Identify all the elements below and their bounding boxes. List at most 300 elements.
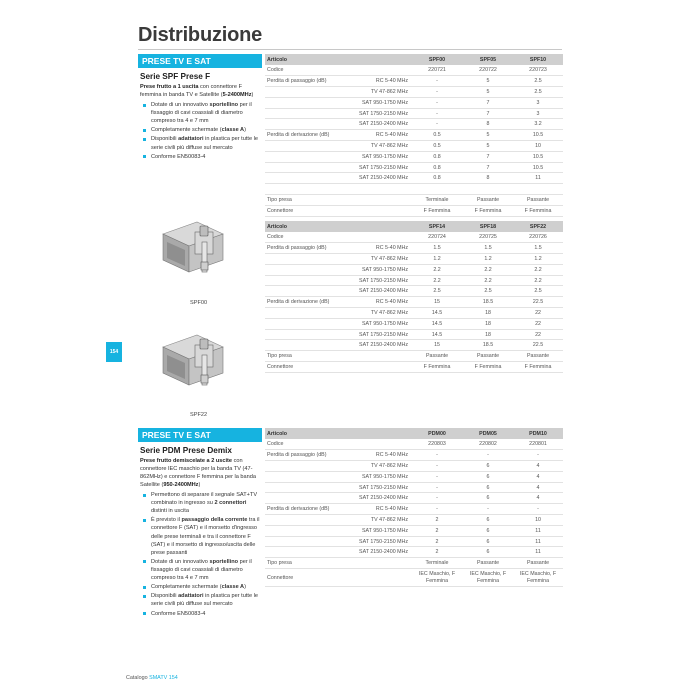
header-cell: Articolo bbox=[265, 54, 411, 65]
table-cell: 22.5 bbox=[513, 340, 563, 351]
table-cell: 22 bbox=[513, 329, 563, 340]
table-cell: 2.2 bbox=[411, 264, 463, 275]
table-header-row bbox=[265, 221, 563, 232]
table-cell: 22 bbox=[513, 308, 563, 319]
feature-text-end: per il fissaggio di cavi coassiali di diametro compreso tra 4 e 7 mm bbox=[151, 558, 252, 582]
table-cell: Passante bbox=[513, 351, 563, 362]
feature-list-spf bbox=[141, 101, 262, 162]
table-cell: 11 bbox=[513, 525, 563, 536]
row-sublabel: SAT 1750-2150 MHz bbox=[355, 275, 411, 286]
table-cell: 220801 bbox=[513, 439, 563, 450]
feature-text-end: in plastica per tutte le serie civili più diffuse sul mercato bbox=[151, 136, 258, 151]
table-cell: - bbox=[411, 76, 463, 87]
table-cell: - bbox=[463, 450, 513, 461]
row-label bbox=[265, 286, 355, 297]
table-cell: 6 bbox=[463, 515, 513, 526]
feature-item bbox=[141, 516, 262, 557]
table-cell: - bbox=[411, 482, 463, 493]
row-label: Perdita di passaggio (dB) bbox=[265, 450, 355, 461]
row-sublabel: SAT 2150-2400 MHz bbox=[355, 547, 411, 558]
intro-text: con connettore IEC maschio per la banda TV (47-862MHz) e connettore F femmina per la banda Satellite ( bbox=[140, 458, 256, 489]
table-row bbox=[265, 340, 563, 351]
table-row bbox=[265, 450, 563, 461]
table-cell: 4 bbox=[513, 482, 563, 493]
row-sublabel: SAT 950-1750 MHz bbox=[355, 264, 411, 275]
header-cell: SPF14 bbox=[411, 221, 463, 232]
table-cell: 10.5 bbox=[513, 162, 563, 173]
table-cell: 2.2 bbox=[411, 275, 463, 286]
table-cell: 3.2 bbox=[513, 119, 563, 130]
row-sublabel: RC 5-40 MHz bbox=[355, 243, 411, 254]
feature-item bbox=[141, 491, 262, 515]
table-cell: 1.5 bbox=[463, 243, 513, 254]
table-cell: F Femmina bbox=[513, 362, 563, 373]
row-label bbox=[265, 151, 355, 162]
row-sublabel: SAT 950-1750 MHz bbox=[355, 151, 411, 162]
header-cell: SPF10 bbox=[513, 54, 563, 65]
table-row bbox=[265, 65, 563, 76]
table-cell: - bbox=[411, 108, 463, 119]
intro-freq: 950-2400MHz bbox=[163, 482, 199, 489]
row-label bbox=[265, 340, 355, 351]
row-label bbox=[265, 119, 355, 130]
table-cell: Terminale bbox=[411, 195, 463, 206]
feature-item bbox=[141, 153, 262, 161]
page-title: Distribuzione bbox=[138, 24, 263, 46]
row-label bbox=[265, 318, 355, 329]
footer-catalog: Catalogo bbox=[126, 675, 148, 681]
table-cell: 220724 bbox=[411, 232, 463, 243]
table-cell: 1.2 bbox=[463, 254, 513, 265]
table-row bbox=[265, 558, 563, 569]
table-cell: Passante bbox=[411, 351, 463, 362]
table-row bbox=[265, 525, 563, 536]
table-row bbox=[265, 504, 563, 515]
feature-text: Dotate di un innovativo bbox=[151, 558, 210, 565]
table-cell: - bbox=[411, 97, 463, 108]
table-cell: - bbox=[411, 471, 463, 482]
table-cell: 18 bbox=[463, 308, 513, 319]
table-cell: 4 bbox=[513, 461, 563, 472]
feature-text: Disponibili bbox=[151, 136, 179, 143]
table-cell: Passante bbox=[463, 351, 513, 362]
header-cell: SPF22 bbox=[513, 221, 563, 232]
table-cell: 220721 bbox=[411, 65, 463, 76]
table-cell: 2 bbox=[411, 525, 463, 536]
row-sublabel bbox=[355, 569, 411, 587]
table-row bbox=[265, 243, 563, 254]
row-sublabel: RC 5-40 MHz bbox=[355, 76, 411, 87]
intro-pdm bbox=[140, 457, 262, 489]
table-cell: 18.5 bbox=[463, 340, 513, 351]
table-cell bbox=[463, 184, 513, 195]
table-cell: 2.2 bbox=[463, 264, 513, 275]
footer bbox=[126, 675, 178, 681]
row-label bbox=[265, 275, 355, 286]
feature-text: Completamente schermate ( bbox=[151, 127, 222, 134]
table-row bbox=[265, 141, 563, 152]
row-sublabel: SAT 950-1750 MHz bbox=[355, 471, 411, 482]
row-sublabel bbox=[355, 205, 411, 216]
intro-bold: Prese frutto a 1 uscita bbox=[140, 84, 199, 90]
table-row bbox=[265, 173, 563, 184]
table-cell: 10 bbox=[513, 515, 563, 526]
table-row bbox=[265, 318, 563, 329]
table-row bbox=[265, 351, 563, 362]
table-cell: 10.5 bbox=[513, 151, 563, 162]
row-sublabel bbox=[355, 195, 411, 206]
table-cell: 7 bbox=[463, 97, 513, 108]
table-cell: 2.5 bbox=[463, 286, 513, 297]
table-cell: 0.8 bbox=[411, 162, 463, 173]
product-label-spf22: SPF22 bbox=[190, 412, 208, 418]
row-sublabel bbox=[355, 558, 411, 569]
table-cell: 4 bbox=[513, 471, 563, 482]
table-cell: 0.8 bbox=[411, 151, 463, 162]
table-row bbox=[265, 297, 563, 308]
product-label-spf00: SPF00 bbox=[190, 300, 208, 306]
table-row bbox=[265, 162, 563, 173]
table-cell: 22.5 bbox=[513, 297, 563, 308]
table-cell: 3 bbox=[513, 97, 563, 108]
product-image-spf00 bbox=[155, 212, 231, 282]
table-cell: 6 bbox=[463, 482, 513, 493]
row-label: Tipo presa bbox=[265, 351, 355, 362]
table-row bbox=[265, 184, 563, 195]
row-sublabel: SAT 2150-2400 MHz bbox=[355, 340, 411, 351]
feature-item bbox=[141, 558, 262, 582]
footer-page: 154 bbox=[168, 675, 178, 681]
feature-bold: adattatori bbox=[178, 136, 204, 143]
table-row bbox=[265, 308, 563, 319]
section-bar-pdm: PRESE TV E SAT bbox=[138, 428, 262, 442]
table-row bbox=[265, 254, 563, 265]
row-label bbox=[265, 329, 355, 340]
table-cell: 6 bbox=[463, 461, 513, 472]
table-cell: 15 bbox=[411, 297, 463, 308]
feature-bold: sportellino bbox=[209, 102, 239, 108]
row-sublabel bbox=[355, 351, 411, 362]
table-cell: 8 bbox=[463, 119, 513, 130]
table-cell: 11 bbox=[513, 173, 563, 184]
row-sublabel: SAT 1750-2150 MHz bbox=[355, 482, 411, 493]
table-cell: 220726 bbox=[513, 232, 563, 243]
table-cell: 2.2 bbox=[513, 264, 563, 275]
feature-item bbox=[141, 101, 262, 125]
page-number-tab: 154 bbox=[106, 342, 122, 362]
row-label: Connettore bbox=[265, 205, 355, 216]
table-header-row bbox=[265, 428, 563, 439]
table-cell: 2.2 bbox=[463, 275, 513, 286]
table-row bbox=[265, 482, 563, 493]
table-row bbox=[265, 362, 563, 373]
table-row bbox=[265, 329, 563, 340]
row-label bbox=[265, 482, 355, 493]
table-row bbox=[265, 569, 563, 587]
feature-bold: passaggio della corrente bbox=[181, 517, 248, 524]
table-cell: - bbox=[411, 450, 463, 461]
feature-item bbox=[141, 126, 262, 134]
row-sublabel: SAT 2150-2400 MHz bbox=[355, 493, 411, 504]
row-sublabel: TV 47-862 MHz bbox=[355, 141, 411, 152]
table-cell: - bbox=[463, 504, 513, 515]
table-cell: IEC Maschio, F Femmina bbox=[463, 569, 513, 587]
row-sublabel: SAT 1750-2150 MHz bbox=[355, 162, 411, 173]
table-cell: 1.5 bbox=[411, 243, 463, 254]
feature-text: Conforme EN50083-4 bbox=[151, 153, 206, 160]
table-cell: 10 bbox=[513, 141, 563, 152]
table-cell: 1.2 bbox=[411, 254, 463, 265]
table-cell: 6 bbox=[463, 525, 513, 536]
series-title-pdm: Serie PDM Prese Demix bbox=[140, 446, 232, 455]
table-row bbox=[265, 439, 563, 450]
row-label: Codice bbox=[265, 439, 355, 450]
table-row bbox=[265, 547, 563, 558]
table-cell: IEC Maschio, F Femmina bbox=[411, 569, 463, 587]
row-label bbox=[265, 471, 355, 482]
row-sublabel bbox=[355, 65, 411, 76]
intro-bold: Prese frutto demiscelate a 2 uscite bbox=[140, 458, 233, 464]
table-cell: 18.5 bbox=[463, 297, 513, 308]
row-label: Connettore bbox=[265, 569, 355, 587]
table-cell: Passante bbox=[463, 195, 513, 206]
header-cell: Articolo bbox=[265, 428, 411, 439]
header-cell: PDM10 bbox=[513, 428, 563, 439]
table-row bbox=[265, 286, 563, 297]
row-label bbox=[265, 493, 355, 504]
table-cell: 6 bbox=[463, 536, 513, 547]
product-image-spf22 bbox=[155, 325, 231, 395]
table-cell: Passante bbox=[513, 195, 563, 206]
row-sublabel: SAT 1750-2150 MHz bbox=[355, 108, 411, 119]
table-cell: 2.2 bbox=[513, 275, 563, 286]
table-cell: 2 bbox=[411, 515, 463, 526]
table-row bbox=[265, 264, 563, 275]
header-cell: Articolo bbox=[265, 221, 411, 232]
feature-text-end: ) bbox=[244, 584, 246, 591]
row-sublabel: TV 47-862 MHz bbox=[355, 87, 411, 98]
feature-text-end: distinti in uscita bbox=[151, 508, 189, 515]
table-cell: - bbox=[411, 493, 463, 504]
feature-list-pdm bbox=[141, 491, 262, 619]
feature-bold: classe A bbox=[221, 584, 245, 591]
table-row bbox=[265, 515, 563, 526]
row-label: Codice bbox=[265, 65, 355, 76]
section-bar-spf: PRESE TV E SAT bbox=[138, 54, 262, 68]
row-sublabel: SAT 1750-2150 MHz bbox=[355, 329, 411, 340]
table-cell: Passante bbox=[513, 558, 563, 569]
table-cell: 0.8 bbox=[411, 173, 463, 184]
table-row bbox=[265, 275, 563, 286]
table-row bbox=[265, 76, 563, 87]
row-label: Perdita di passaggio (dB) bbox=[265, 243, 355, 254]
table-cell: 14.5 bbox=[411, 318, 463, 329]
table-row bbox=[265, 471, 563, 482]
table-cell: 2.5 bbox=[513, 87, 563, 98]
table-cell: F Femmina bbox=[463, 362, 513, 373]
header-cell: SPF00 bbox=[411, 54, 463, 65]
feature-bold: 2 connettori bbox=[214, 500, 247, 507]
table-cell: 220802 bbox=[463, 439, 513, 450]
row-label bbox=[265, 173, 355, 184]
table-cell: 4 bbox=[513, 493, 563, 504]
row-sublabel: TV 47-862 MHz bbox=[355, 254, 411, 265]
header-cell: PDM00 bbox=[411, 428, 463, 439]
title-divider bbox=[138, 49, 562, 50]
row-label bbox=[265, 108, 355, 119]
header-cell: SPF18 bbox=[463, 221, 513, 232]
table-cell: 11 bbox=[513, 536, 563, 547]
row-label bbox=[265, 264, 355, 275]
table-cell: 0.5 bbox=[411, 141, 463, 152]
table-row bbox=[265, 108, 563, 119]
row-label bbox=[265, 515, 355, 526]
table-cell bbox=[513, 184, 563, 195]
feature-text-end: in plastica per tutte le serie civili più diffuse sul mercato bbox=[151, 593, 258, 608]
row-label: Perdita di passaggio (dB) bbox=[265, 76, 355, 87]
table-cell: 18 bbox=[463, 329, 513, 340]
table-cell: 220725 bbox=[463, 232, 513, 243]
table-cell: 220803 bbox=[411, 439, 463, 450]
table-cell: 5 bbox=[463, 130, 513, 141]
table-row bbox=[265, 97, 563, 108]
row-sublabel: SAT 950-1750 MHz bbox=[355, 525, 411, 536]
feature-text: Permettono di separare il segnale SAT+TV combinato in ingresso su bbox=[151, 492, 258, 507]
table-cell: 14.5 bbox=[411, 329, 463, 340]
table-cell bbox=[411, 184, 463, 195]
table-cell: 5 bbox=[463, 141, 513, 152]
table-cell: - bbox=[411, 119, 463, 130]
header-cell: SPF05 bbox=[463, 54, 513, 65]
table-cell: 10.5 bbox=[513, 130, 563, 141]
row-sublabel: SAT 950-1750 MHz bbox=[355, 97, 411, 108]
table-cell: 7 bbox=[463, 162, 513, 173]
table-cell: 2.5 bbox=[513, 76, 563, 87]
table-cell: 7 bbox=[463, 108, 513, 119]
row-label bbox=[265, 141, 355, 152]
table-cell: 220723 bbox=[513, 65, 563, 76]
row-label: Codice bbox=[265, 232, 355, 243]
intro-text: con connettore F femmina in banda TV e Satellite ( bbox=[140, 84, 242, 99]
row-sublabel bbox=[355, 232, 411, 243]
table-header-row bbox=[265, 54, 563, 65]
feature-item bbox=[141, 592, 262, 608]
row-sublabel bbox=[355, 362, 411, 373]
feature-text: È previsto il bbox=[151, 517, 182, 524]
feature-item bbox=[141, 610, 262, 618]
table-cell: 8 bbox=[463, 173, 513, 184]
table-cell: 2.5 bbox=[411, 286, 463, 297]
row-sublabel: TV 47-862 MHz bbox=[355, 461, 411, 472]
table-cell: 220722 bbox=[463, 65, 513, 76]
row-sublabel: SAT 950-1750 MHz bbox=[355, 318, 411, 329]
table-row bbox=[265, 87, 563, 98]
row-sublabel: SAT 2150-2400 MHz bbox=[355, 173, 411, 184]
feature-text-end: ) bbox=[244, 127, 246, 134]
row-label: Perdita di derivazione (dB) bbox=[265, 297, 355, 308]
feature-text: Conforme EN50083-4 bbox=[151, 610, 206, 617]
row-label bbox=[265, 162, 355, 173]
intro-freq: 5-2400MHz bbox=[222, 92, 252, 99]
table-row bbox=[265, 151, 563, 162]
intro-end: ) bbox=[198, 482, 201, 489]
row-label bbox=[265, 547, 355, 558]
spec-table-spf-2 bbox=[265, 221, 563, 373]
feature-bold: classe A bbox=[221, 127, 245, 134]
table-cell: 6 bbox=[463, 493, 513, 504]
table-row bbox=[265, 195, 563, 206]
row-label: Connettore bbox=[265, 362, 355, 373]
feature-text: Dotate di un innovativo bbox=[151, 102, 210, 108]
row-label: Tipo presa bbox=[265, 195, 355, 206]
row-label bbox=[265, 184, 355, 195]
table-row bbox=[265, 461, 563, 472]
feature-item bbox=[141, 583, 262, 591]
table-cell: Passante bbox=[463, 558, 513, 569]
feature-bold: sportellino bbox=[209, 558, 239, 565]
row-label bbox=[265, 461, 355, 472]
row-label bbox=[265, 97, 355, 108]
table-row bbox=[265, 232, 563, 243]
table-cell: 2 bbox=[411, 536, 463, 547]
spec-table-pdm bbox=[265, 428, 563, 587]
row-sublabel: RC 5-40 MHz bbox=[355, 297, 411, 308]
row-sublabel: RC 5-40 MHz bbox=[355, 450, 411, 461]
table-cell: - bbox=[513, 450, 563, 461]
table-cell: - bbox=[411, 504, 463, 515]
table-cell: - bbox=[513, 504, 563, 515]
table-cell: - bbox=[411, 87, 463, 98]
row-sublabel: TV 47-862 MHz bbox=[355, 308, 411, 319]
intro-spf bbox=[140, 83, 262, 99]
table-row bbox=[265, 119, 563, 130]
row-label: Tipo presa bbox=[265, 558, 355, 569]
table-cell: 5 bbox=[463, 76, 513, 87]
table-cell: F Femmina bbox=[463, 205, 513, 216]
table-cell: IEC Maschio, F Femmina bbox=[513, 569, 563, 587]
intro-end: ) bbox=[251, 92, 254, 99]
table-cell: 18 bbox=[463, 318, 513, 329]
row-sublabel: RC 5-40 MHz bbox=[355, 130, 411, 141]
feature-text-end: tra il connettore F (SAT) e il morsetto d'ingresso delle prese terminali e tra il connettore F (SAT) e il morsetto di ingresso/uscita delle prese passanti bbox=[151, 517, 260, 556]
table-cell: 22 bbox=[513, 318, 563, 329]
feature-text: Disponibili bbox=[151, 593, 179, 600]
table-cell: 15 bbox=[411, 340, 463, 351]
table-cell: Terminale bbox=[411, 558, 463, 569]
row-sublabel: SAT 2150-2400 MHz bbox=[355, 286, 411, 297]
table-row bbox=[265, 130, 563, 141]
spec-table-spf-1 bbox=[265, 54, 563, 217]
table-cell: F Femmina bbox=[411, 362, 463, 373]
table-cell: 1.5 bbox=[513, 243, 563, 254]
row-sublabel bbox=[355, 439, 411, 450]
table-cell: 6 bbox=[463, 471, 513, 482]
row-label: Perdita di derivazione (dB) bbox=[265, 130, 355, 141]
table-cell: 3 bbox=[513, 108, 563, 119]
row-label: Perdita di derivazione (dB) bbox=[265, 504, 355, 515]
table-cell: - bbox=[411, 461, 463, 472]
row-sublabel: TV 47-862 MHz bbox=[355, 515, 411, 526]
row-sublabel: SAT 1750-2150 MHz bbox=[355, 536, 411, 547]
table-cell: 0.5 bbox=[411, 130, 463, 141]
row-sublabel bbox=[355, 184, 411, 195]
row-sublabel: SAT 2150-2400 MHz bbox=[355, 119, 411, 130]
table-cell: 2.5 bbox=[513, 286, 563, 297]
table-cell: 2 bbox=[411, 547, 463, 558]
header-cell: PDM05 bbox=[463, 428, 513, 439]
table-cell: 11 bbox=[513, 547, 563, 558]
table-cell: 5 bbox=[463, 87, 513, 98]
